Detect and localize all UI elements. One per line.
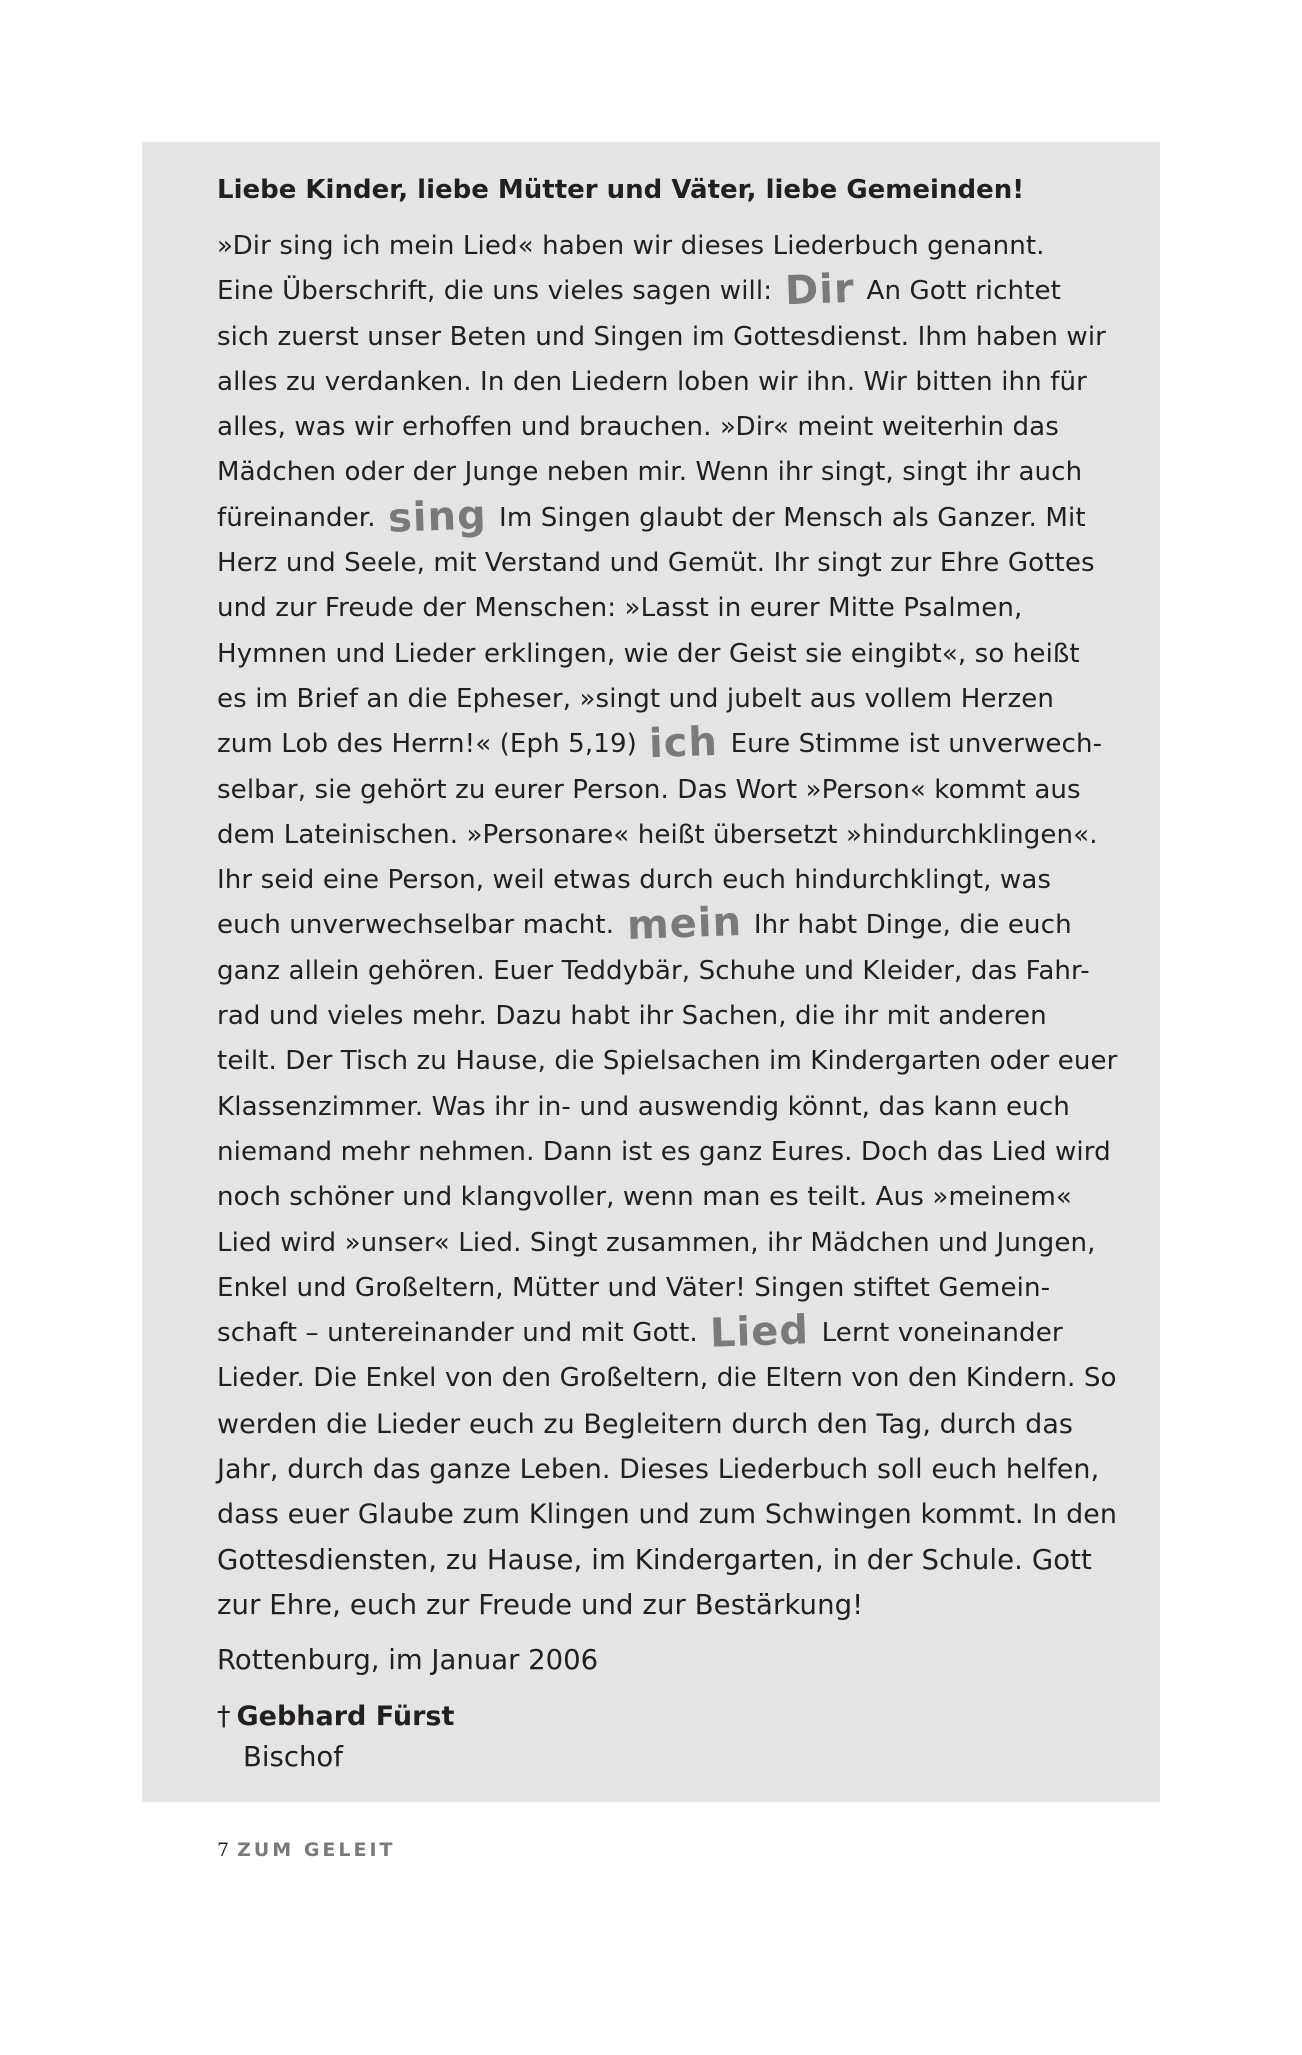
body-line-text: Lied wird »unser« Lied. Singt zusammen, ihr Mädchen und Jungen, [217, 1227, 1096, 1258]
body-line-text: Lieder. Die Enkel von den Großeltern, die Eltern von den Kindern. So [217, 1363, 1117, 1394]
body-line [217, 768, 1117, 813]
body-line [217, 541, 1117, 586]
body-line-text: Enkel und Großeltern, Mütter und Väter! Singen stiftet Gemein- [217, 1272, 1051, 1303]
body-line-text: alles, was wir erhoffen und brauchen. »Dir« meint weiterhin das [217, 412, 1059, 443]
body-line [217, 899, 1117, 950]
body-line [217, 492, 1117, 542]
body-line-text: »Dir sing ich mein Lied« haben wir dieses Liederbuch genannt. [217, 231, 1045, 261]
body-line-text: teilt. Der Tisch zu Hause, die Spielsachen im Kindergarten oder euer [217, 1046, 1118, 1077]
body-line-continuation: Im Singen glaubt der Mensch als Ganzer. Mit [499, 502, 1086, 533]
body-line [217, 1085, 1117, 1130]
body-line [217, 719, 1117, 768]
handwritten-word: Dir [783, 266, 855, 315]
handwritten-word: ich [648, 719, 720, 768]
body-text [217, 224, 1117, 1628]
body-line [217, 1583, 1117, 1628]
body-line-text: Mädchen oder der Junge neben mir. Wenn ihr singt, singt ihr auch [217, 457, 1083, 488]
body-line-continuation: Eure Stimme ist unverwech- [730, 729, 1103, 760]
body-line-text: alles zu verdanken. In den Liedern loben wir ihn. Wir bitten ihn für [217, 366, 1087, 397]
body-line [217, 586, 1117, 631]
body-line [217, 949, 1117, 994]
greeting-heading: Liebe Kinder, liebe Mütter und Väter, liebe Gemeinden! [217, 175, 1025, 205]
body-line [217, 1039, 1117, 1084]
body-line-text: noch schöner und klangvoller, wenn man es teilt. Aus »meinem« [217, 1182, 1073, 1213]
body-line-text: werden die Lieder euch zu Begleitern durch den Tag, durch das [217, 1408, 1074, 1440]
body-line [217, 360, 1117, 405]
handwritten-word: Lied [709, 1307, 810, 1357]
body-line [217, 1221, 1117, 1266]
body-line-text: dem Lateinischen. »Personare« heißt übersetzt »hindurchklingen«. [217, 819, 1098, 850]
body-line-text: Gottesdiensten, zu Hause, im Kindergarten, in der Schule. Gott [217, 1543, 1092, 1576]
body-line [217, 224, 1117, 269]
handwritten-word: mein [625, 899, 743, 950]
body-line [217, 405, 1117, 450]
body-line [217, 1447, 1117, 1492]
signature-role: Bischof [243, 1741, 343, 1773]
body-line-text: niemand mehr nehmen. Dann ist es ganz Eures. Doch das Lied wird [217, 1136, 1111, 1167]
body-line [217, 813, 1117, 858]
body-line [217, 1307, 1117, 1357]
body-line-text: dass euer Glaube zum Klingen und zum Schwingen kommt. In den [217, 1499, 1118, 1531]
body-line [217, 1175, 1117, 1220]
body-line [217, 1538, 1117, 1583]
body-line-text: und zur Freude der Menschen: »Lasst in eurer Mitte Psalmen, [217, 593, 1023, 624]
body-line [217, 1356, 1117, 1401]
body-line [217, 1266, 1117, 1311]
body-line-text: Herz und Seele, mit Verstand und Gemüt. Ihr singt zur Ehre Gottes [217, 548, 1095, 579]
signature-name-line [217, 1697, 454, 1737]
body-line [217, 450, 1117, 495]
body-line [217, 1492, 1117, 1537]
body-line-continuation: An Gott richtet [866, 276, 1061, 307]
body-line-text: schaft – untereinander und mit Gott. [217, 1318, 698, 1349]
body-line-text: rad und vieles mehr. Dazu habt ihr Sachen, die ihr mit anderen [217, 1001, 1047, 1032]
body-line-text: zum Lob des Herrn!« (Eph 5,19) [217, 729, 637, 760]
signature-block [217, 1697, 454, 1777]
body-line-text: Jahr, durch das ganze Leben. Dieses Liederbuch soll euch helfen, [217, 1454, 1100, 1486]
body-line-text: Eine Überschrift, die uns vieles sagen will: [217, 276, 773, 307]
body-line-text: euch unverwechselbar macht. [217, 910, 615, 941]
body-line-text: Klassenzimmer. Was ihr in- und auswendig könnt, das kann euch [217, 1091, 1070, 1122]
body-line-continuation: Lernt voneinander [821, 1318, 1063, 1349]
page-number: 7 [217, 1839, 230, 1861]
body-line-continuation: Ihr habt Dinge, die euch [753, 910, 1072, 941]
body-line-text: Ihr seid eine Person, weil etwas durch euch hindurchklingt, was [217, 865, 1052, 896]
body-line [217, 632, 1117, 677]
body-line [217, 677, 1117, 722]
body-line-text: füreinander. [217, 502, 376, 533]
body-line-text: selbar, sie gehört zu eurer Person. Das Wort »Person« kommt aus [217, 774, 1081, 805]
body-line-text: ganz allein gehören. Euer Teddybär, Schuhe und Kleider, das Fahr- [217, 955, 1090, 986]
place-date: Rottenburg, im Januar 2006 [217, 1644, 599, 1676]
signature-name: Gebhard Fürst [236, 1701, 455, 1732]
body-line [217, 1402, 1117, 1447]
page-footer [217, 1838, 396, 1862]
body-line-text: es im Brief an die Epheser, »singt und jubelt aus vollem Herzen [217, 683, 1055, 714]
body-line [217, 315, 1117, 360]
body-line-text: sich zuerst unser Beten und Singen im Gottesdienst. Ihm haben wir [217, 321, 1107, 352]
body-line-text: Hymnen und Lieder erklingen, wie der Geist sie eingibt«, so heißt [217, 638, 1080, 669]
body-line [217, 994, 1117, 1039]
body-line [217, 1130, 1117, 1175]
body-line [217, 858, 1117, 903]
body-line-text: zur Ehre, euch zur Freude und zur Bestärkung! [217, 1588, 864, 1621]
cross-symbol: † [217, 1701, 231, 1732]
handwritten-word: sing [387, 492, 488, 542]
body-line [217, 266, 1117, 315]
section-title: ZUM GELEIT [237, 1839, 396, 1861]
